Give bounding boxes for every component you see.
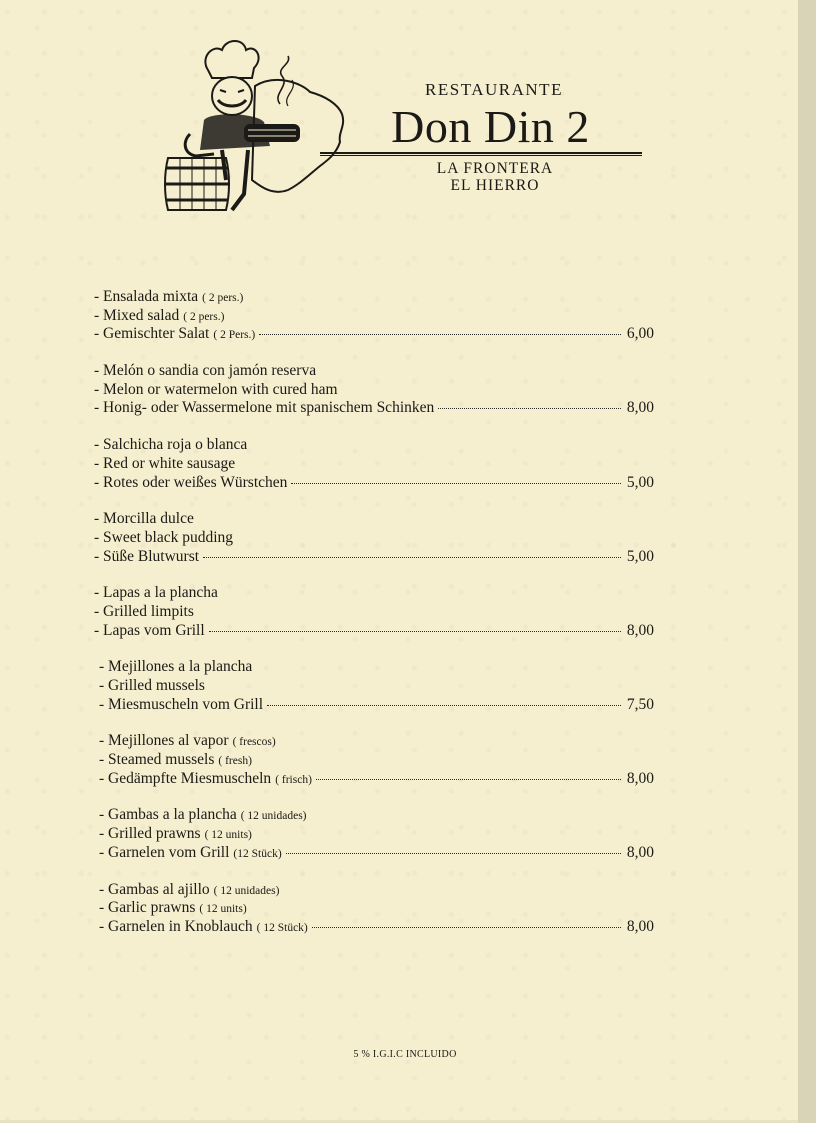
menu-item-line (94, 455, 654, 474)
menu-item-line (94, 510, 654, 529)
menu-item (94, 510, 654, 566)
dish-note: ( 12 units) (199, 903, 247, 916)
menu-item-line (94, 622, 654, 641)
dish-note: ( fresh) (218, 755, 252, 768)
brand-divider-thin (320, 155, 642, 156)
menu-item-line (99, 844, 654, 863)
dot-leader (267, 705, 621, 706)
menu-item (94, 806, 654, 862)
dish-name: - Morcilla dulce (94, 510, 194, 528)
location-line-2: EL HIERRO (450, 177, 540, 194)
dish-name: - Steamed mussels (99, 751, 215, 769)
menu-item-line (94, 325, 654, 344)
dish-price: 7,50 (626, 695, 654, 713)
dish-name: - Miesmuscheln vom Grill (99, 695, 264, 713)
dot-leader (209, 631, 621, 632)
dish-name: - Mejillones a la plancha (99, 658, 253, 676)
menu-item (94, 881, 654, 937)
menu-item-line (99, 918, 654, 937)
menu-item (94, 658, 654, 714)
menu-item-line (94, 399, 654, 418)
menu-item-line (99, 751, 654, 770)
brand-divider (320, 152, 642, 154)
page-edge (798, 0, 816, 1123)
dish-note: ( frisch) (275, 773, 312, 786)
dish-note: ( frescos) (232, 736, 276, 749)
dish-name: - Grilled prawns (99, 825, 201, 843)
dish-price: 5,00 (626, 473, 654, 491)
dot-leader (312, 927, 621, 928)
dish-name: - Mixed salad (94, 306, 180, 324)
dish-price: 6,00 (626, 325, 654, 343)
menu-item-line (94, 307, 654, 326)
dot-leader (203, 557, 621, 558)
menu-item-line (94, 474, 654, 493)
restaurant-name: Don Din 2 (391, 101, 590, 152)
dish-name: - Garnelen vom Grill (99, 843, 230, 861)
dot-leader (286, 853, 621, 854)
menu-item (94, 584, 654, 640)
chef-with-barrel-logo (160, 34, 350, 214)
dish-note: ( 2 pers.) (183, 310, 225, 323)
dish-note: ( 2 Pers.) (213, 329, 256, 342)
dish-name: - Salchicha roja o blanca (94, 436, 248, 454)
menu-item-line (94, 381, 654, 400)
dish-name: - Melón o sandia con jamón reserva (94, 362, 317, 380)
menu-item (94, 436, 654, 492)
menu-item-line (99, 770, 654, 789)
menu-item-line (94, 288, 654, 307)
dish-name: - Gambas a la plancha (99, 806, 237, 824)
menu-item-line (99, 677, 654, 696)
dish-price: 8,00 (626, 399, 654, 417)
dish-price: 5,00 (626, 547, 654, 565)
dot-leader (259, 334, 621, 335)
dish-name: - Gedämpfte Miesmuscheln (99, 769, 272, 787)
dish-name: - Ensalada mixta (94, 288, 199, 305)
menu-item-line (94, 529, 654, 548)
dish-name: - Mejillones al vapor (99, 732, 229, 750)
menu-item-line (99, 881, 654, 900)
dish-name: - Grilled limpits (94, 602, 194, 620)
menu-item-line (94, 584, 654, 603)
menu-item-line (99, 825, 654, 844)
dish-note: (12 Stück) (233, 847, 282, 860)
dish-price: 8,00 (626, 621, 654, 639)
menu-item-line (99, 658, 654, 677)
dot-leader (291, 483, 620, 484)
menu-item-line (94, 436, 654, 455)
dish-name: - Gemischter Salat (94, 325, 210, 343)
menu-item-line (99, 899, 654, 918)
dish-price: 8,00 (626, 917, 654, 935)
restaurant-label: RESTAURANTE (425, 80, 563, 99)
dish-name: - Lapas a la plancha (94, 584, 218, 602)
dish-name: - Melon or watermelon with cured ham (94, 380, 338, 398)
dish-name: - Lapas vom Grill (94, 621, 205, 639)
menu-item-line (99, 806, 654, 825)
menu-list (94, 288, 654, 955)
menu-item-line (94, 603, 654, 622)
dot-leader (438, 408, 621, 409)
dish-price: 8,00 (626, 843, 654, 861)
menu-item-line (94, 548, 654, 567)
dish-name: - Gambas al ajillo (99, 880, 210, 898)
menu-item-line (99, 696, 654, 715)
dot-leader (316, 779, 621, 780)
dish-name: - Rotes oder weißes Würstchen (94, 473, 288, 491)
menu-item (94, 362, 654, 418)
menu-item (94, 732, 654, 788)
dish-note: ( 12 Stück) (256, 921, 308, 934)
dish-name: - Garlic prawns (99, 899, 196, 917)
dish-name: - Garnelen in Knoblauch (99, 917, 253, 935)
menu-item-line (94, 362, 654, 381)
dish-name: - Süße Blutwurst (94, 547, 200, 565)
dish-note: ( 12 unidades) (213, 884, 280, 897)
dish-name: - Honig- oder Wassermelone mit spanischem Schinken (94, 399, 435, 417)
dish-name: - Grilled mussels (99, 677, 205, 694)
tax-note: 5 % I.G.I.C INCLUIDO (353, 1049, 457, 1060)
menu-item (94, 288, 654, 344)
dish-note: ( 12 units) (204, 829, 252, 842)
dish-name: - Sweet black pudding (94, 528, 234, 546)
dish-note: ( 2 pers.) (202, 292, 244, 304)
menu-item-line (99, 732, 654, 751)
dish-price: 8,00 (626, 769, 654, 787)
dish-note: ( 12 unidades) (240, 810, 307, 823)
location-line-1: LA FRONTERA (436, 160, 554, 177)
dish-name: - Red or white sausage (94, 454, 236, 472)
